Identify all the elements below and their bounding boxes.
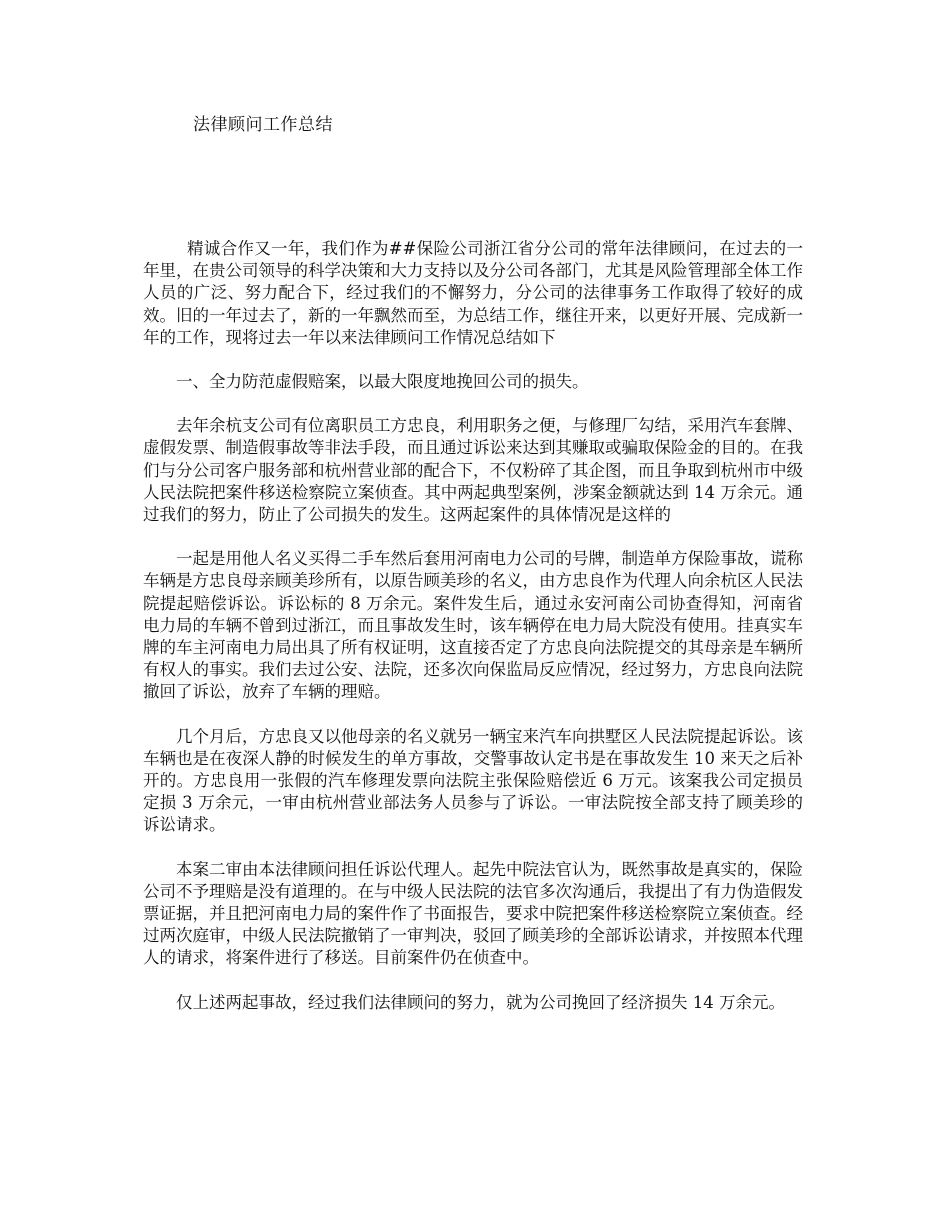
paragraph-case-2: 几个月后，方忠良又以他母亲的名义就另一辆宝来汽车向拱墅区人民法院提起诉讼。该车辆也是在夜深人静的时候发生的单方事故，交警事故认定书是在事故发生 10 来天之后补开的。方忠良用一张假的汽车修理发票向法院主张保险赔偿近 6 万元。该案我公司定损员定损 3 万余元，一审由杭州营业部法务人员参与了诉讼。一审法院按全部支持了顾美珍的诉讼请求。 [143, 726, 803, 835]
section-heading-1: 一、全力防范虚假赔案，以最大限度地挽回公司的损失。 [176, 372, 589, 392]
document-title: 法律顾问工作总结 [193, 115, 333, 135]
paragraph-case-1: 一起是用他人名义买得二手车然后套用河南电力公司的号牌，制造单方保险事故，谎称车辆是方忠良母亲顾美珍所有，以原告顾美珍的名义，由方忠良作为代理人向余杭区人民法院提起赔偿诉讼。诉讼标的 8 万余元。案件发生后，通过永安河南公司协查得知，河南省电力局的车辆不曾到过浙江，而且事故发生时，该车辆停在电力局大院没有使用。挂真实车牌的车主河南电力局出具了所有权证明，这直接否定了方忠良向法院提交的其母亲是车辆所有权人的事实。我们去过公安、法院，还多次向保监局反应情况，经过努力，方忠良向法院撤回了诉讼，放弃了车辆的理赔。 [143, 549, 803, 702]
paragraph-case-overview: 去年余杭支公司有位离职员工方忠良，利用职务之便，与修理厂勾结，采用汽车套牌、虚假发票、制造假事故等非法手段，而且通过诉讼来达到其赚取或骗取保险金的目的。在我们与分公司客户服务部和杭州营业部的配合下，不仅粉碎了其企图，而且争取到杭州市中级人民法院把案件移送检察院立案侦查。其中两起典型案例，涉案金额就达到 14 万余元。通过我们的努力，防止了公司损失的发生。这两起案件的具体情况是这样的 [143, 416, 803, 525]
paragraph-summary: 仅上述两起事故，经过我们法律顾问的努力，就为公司挽回了经济损失 14 万余元。 [176, 992, 785, 1012]
document-body [143, 238, 803, 1036]
paragraph-intro: 精诚合作又一年，我们作为##保险公司浙江省分公司的常年法律顾问，在过去的一年里，在贵公司领导的科学决策和大力支持以及分公司各部门，尤其是风险管理部全体工作人员的广泛、努力配合下，经过我们的不懈努力，分公司的法律事务工作取得了较好的成效。旧的一年过去了，新的一年飘然而至，为总结工作，继往开来，以更好开展、完成新一年的工作，现将过去一年以来法律顾问工作情况总结如下 [143, 239, 803, 347]
paragraph-second-instance: 本案二审由本法律顾问担任诉讼代理人。起先中院法官认为，既然事故是真实的，保险公司不予理赔是没有道理的。在与中级人民法院的法官多次沟通后，我提出了有力伪造假发票证据，并且把河南电力局的案件作了书面报告，要求中院把案件移送检察院立案侦查。经过两次庭审，中级人民法院撤销了一审判决，驳回了顾美珍的全部诉讼请求，并按照本代理人的请求，将案件进行了移送。目前案件仍在侦查中。 [143, 859, 803, 968]
